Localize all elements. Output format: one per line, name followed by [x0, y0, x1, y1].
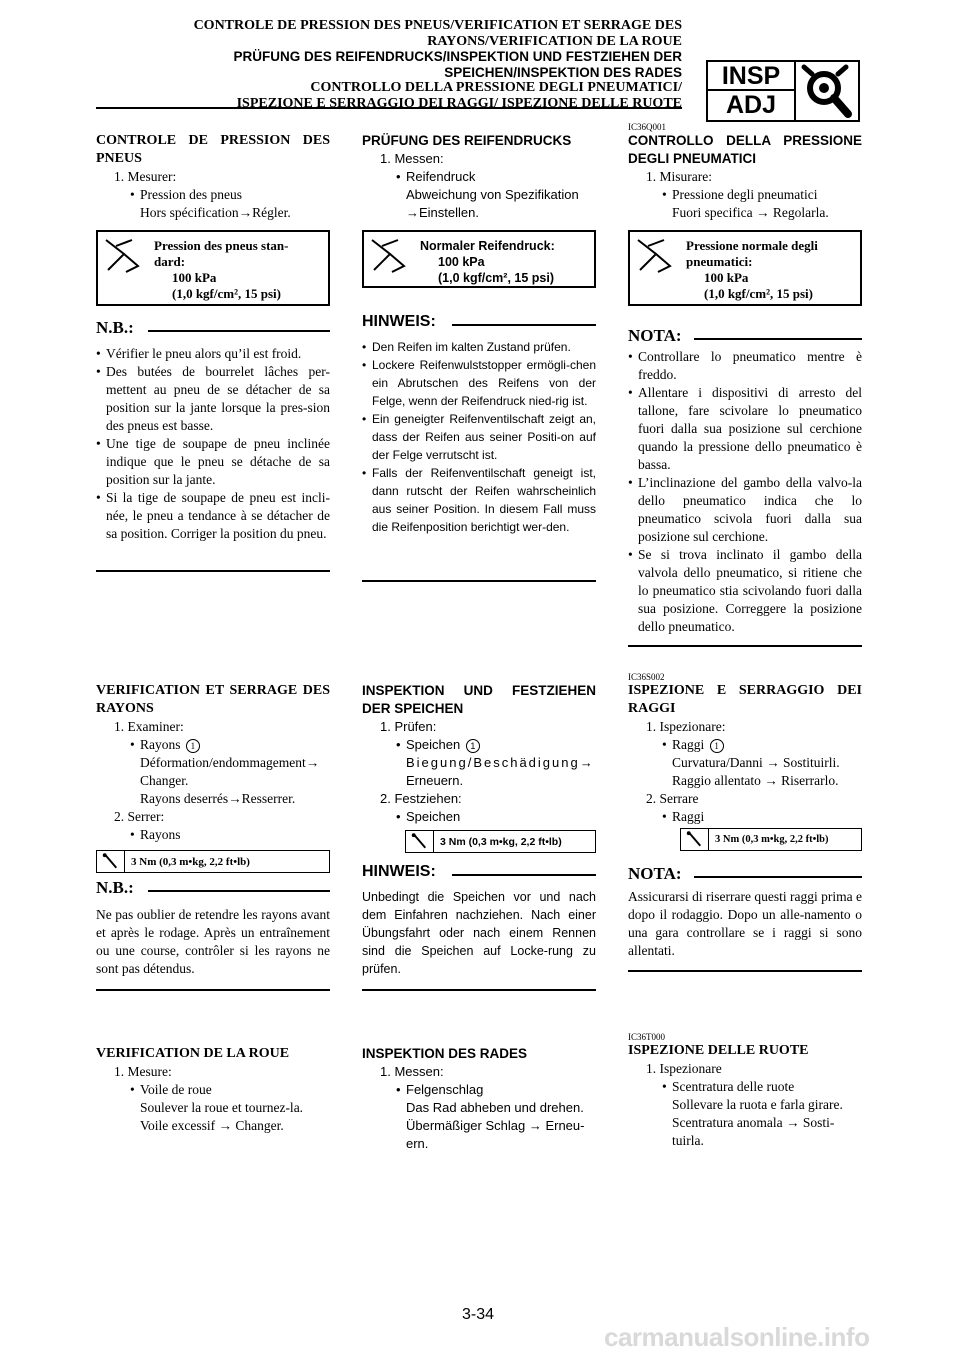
- note-rule: [452, 874, 596, 876]
- bullet-text: • Speichen: [406, 809, 461, 824]
- section-code: IC36Q001: [628, 122, 666, 132]
- step: 2. Festziehen:: [380, 791, 462, 806]
- it-note-body: [628, 348, 862, 636]
- fr-tire-pressure-title: CONTROLE DE PRESSION DES PNEUS: [96, 133, 330, 166]
- action-text: Déformation/endommagement→: [140, 755, 320, 770]
- action-text: Übermäßiger Schlag → Erneu-: [406, 1118, 585, 1133]
- action-text: Sollevare la ruota e farla girare.: [672, 1097, 843, 1112]
- action-text: Changer.: [140, 773, 189, 788]
- action-text: Scentratura anomala → Sosti-: [672, 1115, 835, 1130]
- spec-line: dard:: [154, 254, 186, 269]
- fr-spokes-section: [96, 682, 330, 844]
- action-text: Soulever la roue et tournez-la.: [140, 1100, 304, 1115]
- note-title: HINWEIS:: [362, 313, 436, 330]
- step: 1. Messen:: [380, 151, 444, 166]
- page-header: [130, 18, 682, 111]
- ref-number: 1: [710, 739, 724, 753]
- step: 1. Ispezionare:: [646, 719, 726, 734]
- bullet-text: Rayons: [140, 737, 181, 752]
- it-note-heading: [628, 326, 862, 350]
- note-item: • Des butées de bourrelet lâches per-mettent au pneu de se détacher de sa position sur la jante lorsque la pres-sion des pneus est basse.: [96, 363, 330, 435]
- section-end-rule: [96, 989, 330, 991]
- bullet-text: • Pression des pneus: [140, 187, 242, 202]
- step: 1. Mesurer:: [114, 169, 177, 184]
- note-item: • Ein geneigter Reifenventilschaft zeigt an, dass der Reifen aus seiner Positi-on auf der Felge verrutscht ist.: [362, 410, 596, 464]
- it-tire-pressure-section: [628, 122, 862, 222]
- page-number: 3-34: [462, 1306, 495, 1323]
- note-rule: [452, 324, 596, 326]
- note-item: • Allentare i dispositivi di arresto del tallone, fare scivolare lo pneumatico fuori dalla sua posizione sul cerchione quando la pressione dello pneumatico è bassa.: [628, 384, 862, 474]
- action-text: Voile excessif → Changer.: [140, 1118, 284, 1133]
- section-end-rule: [628, 645, 862, 647]
- note-item: • Lockere Reifenwulststopper ermögli-chen ein Abrutschen des Reifens von der Felge, wenn der Reifendruck nied-rig ist.: [362, 356, 596, 410]
- bullet-item: [96, 736, 330, 754]
- note-item: • Den Reifen im kalten Zustand prüfen.: [362, 338, 596, 356]
- spec-line: (1,0 kgf/cm², 15 psi): [704, 286, 813, 301]
- action-text: ern.: [406, 1136, 429, 1151]
- insp-adj-badge: [706, 60, 860, 122]
- de-tire-pressure-title: PRÜFUNG DES REIFENDRUCKS: [362, 133, 572, 148]
- spec-caliper-icon: [102, 236, 142, 276]
- step: 1. Misurare:: [646, 169, 712, 184]
- step: 1. Prüfen:: [380, 719, 437, 734]
- header-line: RAYONS/VERIFICATION DE LA ROUE: [427, 33, 682, 49]
- action-text: Erneuern.: [406, 773, 464, 788]
- action-text: Raggio allentato → Riserrarlo.: [672, 773, 839, 788]
- step: 1. Examiner:: [114, 719, 184, 734]
- bullet-text: • Felgenschlag: [406, 1082, 484, 1097]
- note-item: • Si la tige de soupape de pneu est incli-née, le pneu a tendance à se détacher de sa position. Corriger la position du pneu.: [96, 489, 330, 543]
- spec-text: [154, 238, 288, 302]
- spec-text: [420, 238, 555, 286]
- fr-note-heading: [96, 878, 330, 902]
- bullet-text: • Rayons: [140, 827, 181, 842]
- watermark: carmanualsonline.info: [604, 1322, 870, 1352]
- fr-wheel-section: [96, 1045, 330, 1135]
- fr-note-heading: [96, 318, 330, 342]
- note-title: HINWEIS:: [362, 863, 436, 880]
- spec-line: (1,0 kgf/cm², 15 psi): [438, 271, 555, 285]
- header-line: PRÜFUNG DES REIFENDRUCKS/INSPEKTION UND FESTZIEHEN DER: [233, 49, 682, 64]
- de-spokes-section: [362, 682, 596, 826]
- header-line: ISPEZIONE E SERRAGGIO DEI RAGGI/ ISPEZIONE DELLE RUOTE: [236, 95, 682, 111]
- action-text: Biegung/Beschädigung→: [406, 755, 595, 770]
- spec-line: (1,0 kgf/cm², 15 psi): [172, 286, 281, 301]
- bullet-item: [96, 1081, 330, 1099]
- spec-line: Normaler Reifendruck:: [420, 239, 555, 253]
- spec-text: [686, 238, 818, 302]
- bullet-item: [362, 808, 596, 826]
- de-note-heading: [362, 862, 596, 886]
- de-wheel-section: [362, 1045, 596, 1153]
- section-end-rule: [362, 989, 596, 991]
- badge-insp-label: INSP: [708, 62, 796, 91]
- spec-line: 100 kPa: [172, 270, 217, 285]
- note-title: N.B.:: [96, 878, 134, 897]
- bullet-text: • Scentratura delle ruote: [672, 1079, 795, 1094]
- bullet-text: • Pressione degli pneumatici: [672, 187, 818, 202]
- de-spokes-title: INSPEKTION UND FESTZIEHEN DER SPEICHEN: [362, 683, 596, 716]
- it-torque-spec: [680, 828, 862, 851]
- badge-adj-label: ADJ: [708, 91, 796, 120]
- wrench-magnifier-icon: [798, 64, 858, 118]
- bullet-item: [362, 168, 596, 186]
- fr-note-body: [96, 345, 330, 543]
- de-torque-spec: [405, 830, 596, 853]
- header-rule: [96, 107, 682, 109]
- bullet-text: Speichen: [406, 737, 461, 752]
- header-line: CONTROLE DE PRESSION DES PNEUS/VERIFICATION ET SERRAGE DES: [193, 18, 682, 33]
- it-spokes-note: Assicurarsi di riserrare questi raggi prima e dopo il rodaggio. Dopo un alle-namento o una gara controllare se i raggi si sono allentati.: [628, 889, 862, 958]
- bullet-item: [628, 1078, 862, 1096]
- section-end-rule: [96, 570, 330, 572]
- bullet-text: • Reifendruck: [406, 169, 476, 184]
- fr-spokes-title: VERIFICATION ET SERRAGE DES RAYONS: [96, 683, 330, 716]
- bullet-item: [628, 736, 862, 754]
- action-text: tuirla.: [672, 1133, 704, 1148]
- spec-line: Pressione normale degli: [686, 238, 818, 253]
- it-note-heading: [628, 864, 862, 888]
- step: 1. Mesure:: [114, 1064, 172, 1079]
- it-spokes-section: [628, 672, 862, 826]
- note-item: • L’inclinazione del gambo della valvo-la dello pneumatico indica che lo pneumatico scivola fuori dalla sua posizione sul cerchione.: [628, 474, 862, 546]
- de-note-heading: [362, 312, 596, 336]
- spec-caliper-icon: [634, 236, 674, 276]
- section-code: IC36T000: [628, 1032, 665, 1042]
- it-wheel-title: ISPEZIONE DELLE RUOTE: [628, 1043, 809, 1058]
- spec-line: 100 kPa: [704, 270, 749, 285]
- step: 2. Serrare: [646, 791, 699, 806]
- bullet-item: [628, 186, 862, 204]
- section-end-rule: [362, 580, 596, 582]
- de-wheel-title: INSPEKTION DES RADES: [362, 1046, 528, 1061]
- header-line: SPEICHEN/INSPEKTION DES RADES: [444, 64, 682, 80]
- note-rule: [694, 876, 862, 878]
- fr-tire-pressure-section: [96, 132, 330, 222]
- fr-pressure-spec-box: [96, 230, 330, 306]
- note-title: N.B.:: [96, 318, 134, 337]
- bullet-text: • Raggi: [672, 809, 705, 824]
- it-spokes-title: ISPEZIONE E SERRAGGIO DEI RAGGI: [628, 683, 862, 716]
- bullet-text: Raggi: [672, 737, 705, 752]
- de-pressure-spec-box: [362, 230, 596, 288]
- note-title: NOTA:: [628, 326, 682, 345]
- action-text: Fuori specifica → Regolarla.: [672, 205, 829, 220]
- note-rule: [694, 338, 862, 340]
- torque-wrench-icon: [406, 831, 434, 852]
- action-text: →Einstellen.: [406, 205, 479, 220]
- spec-line: 100 kPa: [438, 255, 485, 269]
- bullet-item: [96, 186, 330, 204]
- note-item: • Vérifier le pneu alors qu’il est froid.: [96, 345, 330, 363]
- torque-wrench-icon: [681, 829, 709, 850]
- note-item: • Une tige de soupape de pneu inclinée indique que le pneu se détache de sa position sur la jante.: [96, 435, 330, 489]
- fr-wheel-title: VERIFICATION DE LA ROUE: [96, 1046, 290, 1061]
- bullet-item: [362, 736, 596, 754]
- torque-value: 3 Nm (0,3 m•kg, 2,2 ft•lb): [131, 856, 250, 868]
- note-item: • Se si trova inclinato il gambo della valvola dello pneumatico, si ritiene che lo pneumatico stia scivolando fuori dalla sua posizione. Correggere la posizione dello pneumatico.: [628, 546, 862, 636]
- torque-value: 3 Nm (0,3 m•kg, 2,2 ft•lb): [440, 836, 562, 848]
- de-spokes-note: Unbedingt die Speichen vor und nach dem Einfahren nachziehen. Nach einer Übungsfahrt oder nach einem Rennen sind die Speichen auf Locke-rung zu prüfen.: [362, 890, 596, 976]
- torque-value: 3 Nm (0,3 m•kg, 2,2 ft•lb): [715, 834, 829, 845]
- ref-number: 1: [466, 739, 480, 753]
- note-item: • Controllare lo pneumatico mentre è freddo.: [628, 348, 862, 384]
- it-pressure-spec-box: [628, 230, 862, 306]
- action-text: Rayons deserrés→Resserrer.: [140, 791, 296, 806]
- note-rule: [148, 330, 330, 332]
- spec-line: pneumatici:: [686, 254, 753, 269]
- section-code: IC36S002: [628, 672, 665, 682]
- bullet-item: [628, 808, 862, 826]
- bullet-item: [362, 1081, 596, 1099]
- bullet-text: • Voile de roue: [140, 1082, 212, 1097]
- de-note-body: [362, 338, 596, 536]
- note-item: • Falls der Reifenventilschaft geneigt ist, dann rutscht der Reifen wahrscheinlich aus seiner Position. In diesem Fall muss die Reifenposition berichtigt wer-den.: [362, 464, 596, 536]
- fr-spokes-note: Ne pas oublier de retendre les rayons avant et après le rodage. Après un entraînement ou une course, contrôler si les rayons ne sont pas détendus.: [96, 907, 330, 976]
- spec-caliper-icon: [368, 236, 408, 276]
- action-text: Abweichung von Spezifikation: [406, 187, 579, 202]
- note-title: NOTA:: [628, 864, 682, 883]
- step: 1. Ispezionare: [646, 1061, 722, 1076]
- action-text: Hors spécification→Régler.: [140, 205, 291, 220]
- it-tire-pressure-title: CONTROLLO DELLA PRESSIONE DEGLI PNEUMATICI: [628, 133, 862, 166]
- ref-number: 1: [186, 739, 200, 753]
- fr-torque-spec: [96, 850, 330, 873]
- step: 2. Serrer:: [114, 809, 165, 824]
- bullet-item: [96, 826, 330, 844]
- action-text: Das Rad abheben und drehen.: [406, 1100, 584, 1115]
- action-text: Curvatura/Danni → Sostituirli.: [672, 755, 840, 770]
- de-tire-pressure-section: [362, 132, 596, 222]
- step: 1. Messen:: [380, 1064, 444, 1079]
- section-end-rule: [628, 970, 862, 972]
- spec-line: Pression des pneus stan-: [154, 238, 289, 253]
- note-rule: [148, 890, 330, 892]
- header-line: CONTROLLO DELLA PRESSIONE DEGLI PNEUMATICI/: [310, 80, 682, 95]
- it-wheel-section: [628, 1032, 862, 1150]
- torque-wrench-icon: [97, 851, 125, 872]
